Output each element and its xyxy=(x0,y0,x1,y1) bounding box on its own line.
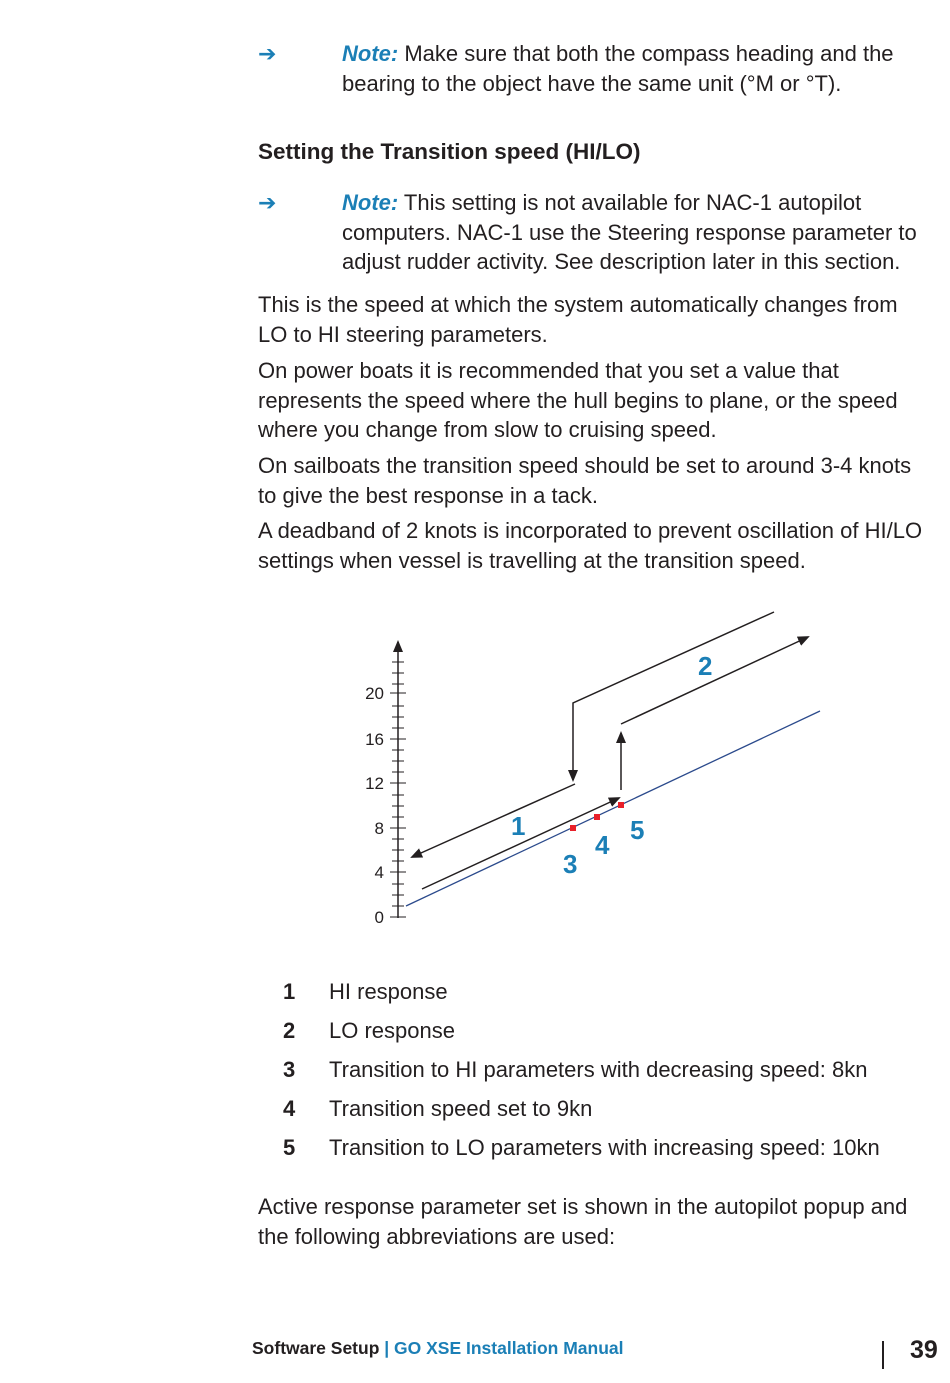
tick-label-20: 20 xyxy=(365,684,384,703)
legend-text: LO response xyxy=(329,1018,455,1043)
legend-text: Transition to LO parameters with increasing speed: 10kn xyxy=(329,1135,880,1160)
paragraph-active-response: Active response parameter set is shown in the autopilot popup and the following abbreviations are used: xyxy=(258,1194,908,1249)
paragraph-sailboats: On sailboats the transition speed should be set to around 3-4 knots to give the best response in a tack. xyxy=(258,453,912,508)
tick-label-12: 12 xyxy=(365,774,384,793)
legend-item xyxy=(283,1016,923,1055)
note-label: Note: xyxy=(342,41,399,66)
note-text: This setting is not available for NAC-1 autopilot computers. NAC-1 use the Steering response parameter to adjust rudder activity. See description later in this section. xyxy=(342,190,917,274)
arrow-right-icon: ➔ xyxy=(258,190,277,215)
note-text: Make sure that both the compass heading and the bearing to the object have the same unit (°M or °T). xyxy=(342,41,894,96)
diagram-legend xyxy=(283,977,923,1172)
speed-line xyxy=(406,711,820,906)
legend-item xyxy=(283,1055,923,1094)
callout-1: 1 xyxy=(511,811,526,841)
page-number: 39 xyxy=(910,1336,938,1364)
callout-2: 2 xyxy=(698,651,713,681)
legend-number: 5 xyxy=(283,1135,296,1160)
callout-5: 5 xyxy=(630,815,645,845)
legend-number: 3 xyxy=(283,1057,296,1082)
callout-4: 4 xyxy=(595,830,610,860)
legend-item xyxy=(283,1133,923,1172)
legend-text: Transition speed set to 9kn xyxy=(329,1096,593,1121)
footer-divider xyxy=(882,1341,884,1369)
lo-response-arrow xyxy=(621,637,808,724)
transition-to-hi-arrow xyxy=(573,612,774,780)
tick-label-4: 4 xyxy=(374,863,384,882)
footer-separator: | xyxy=(379,1338,395,1358)
arrow-right-icon: ➔ xyxy=(258,41,277,66)
footer-title xyxy=(252,1338,624,1359)
tick-label-8: 8 xyxy=(374,819,384,838)
legend-item xyxy=(283,977,923,1016)
paragraph-deadband: A deadband of 2 knots is incorporated to prevent oscillation of HI/LO settings when vessel is travelling at the transition speed. xyxy=(258,518,923,573)
section-title: Setting the Transition speed (HI/LO) xyxy=(258,139,641,164)
legend-number: 4 xyxy=(283,1096,296,1121)
tick-label-16: 16 xyxy=(365,730,384,749)
paragraph-power-boats: On power boats it is recommended that you set a value that represents the speed where the hull begins to plane, or the speed where you change from slow to cruising speed. xyxy=(258,358,898,442)
note-label: Note: xyxy=(342,190,399,215)
hi-response-arrow xyxy=(412,784,575,857)
paragraph-transition-definition: This is the speed at which the system automatically changes from LO to HI steering parameters. xyxy=(258,292,898,347)
legend-text: Transition to HI parameters with decreasing speed: 8kn xyxy=(329,1057,868,1082)
marker-8kn xyxy=(570,825,576,831)
marker-9kn xyxy=(594,814,600,820)
footer-section: Software Setup xyxy=(252,1338,380,1358)
legend-item xyxy=(283,1094,923,1133)
marker-10kn xyxy=(618,802,624,808)
tick-label-0: 0 xyxy=(374,908,384,927)
legend-text: HI response xyxy=(329,979,448,1004)
legend-number: 1 xyxy=(283,979,296,1004)
callout-3: 3 xyxy=(563,849,578,879)
footer-manual-name: GO XSE Installation Manual xyxy=(394,1338,624,1358)
legend-number: 2 xyxy=(283,1018,296,1043)
